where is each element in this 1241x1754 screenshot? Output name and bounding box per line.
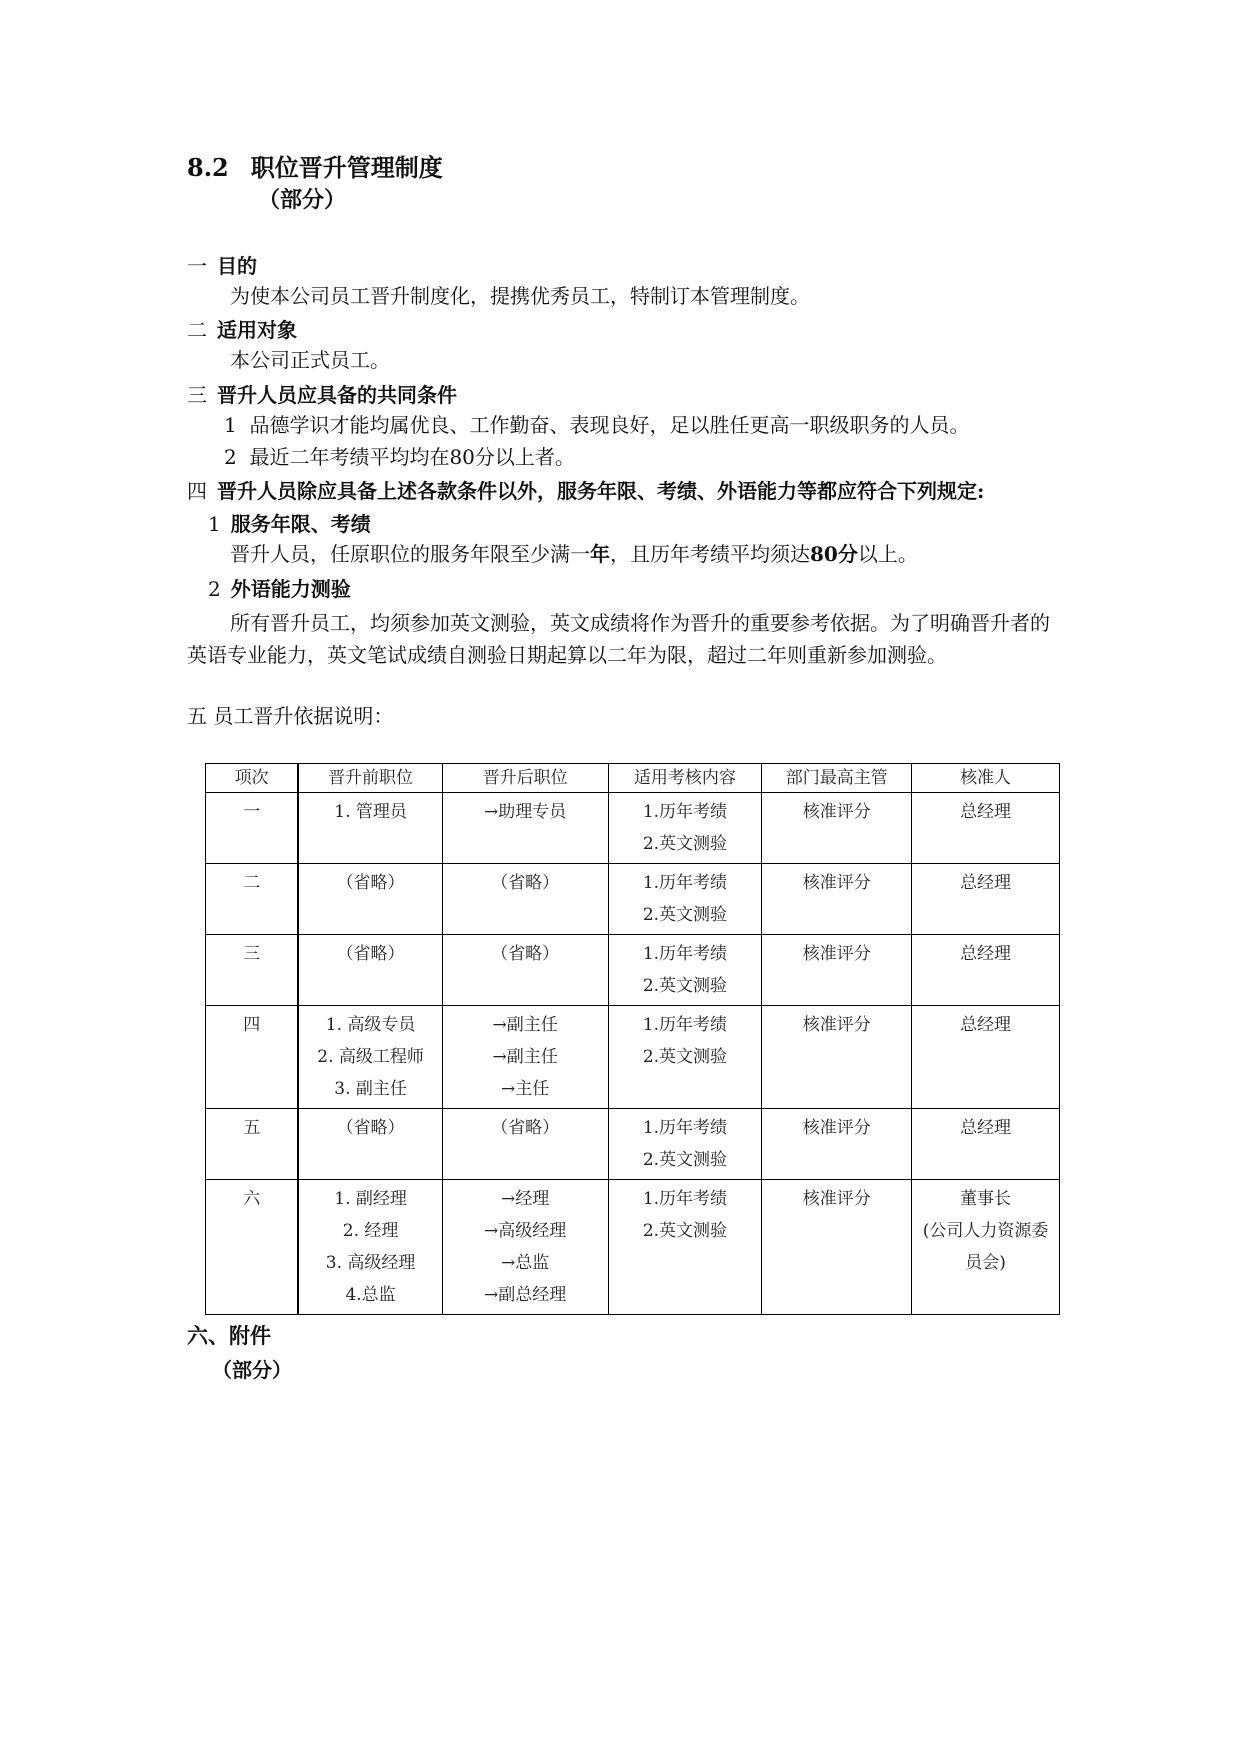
cell-assess	[608, 793, 762, 864]
table-header-row	[206, 764, 1060, 793]
cell-after	[442, 793, 608, 864]
cell-line: 1. 管理员	[334, 802, 407, 822]
section-4-sub-2-heading	[208, 573, 351, 602]
cell-line: 1.历年考绩	[642, 1189, 728, 1209]
cell-assess	[608, 935, 762, 1006]
cell-index: 五	[206, 1109, 299, 1180]
text-segment: 以上。	[857, 542, 918, 566]
cell-before	[298, 1109, 442, 1180]
cell-line: （省略）	[491, 873, 560, 893]
cell-line: 2.英文测验	[642, 1047, 728, 1067]
cell-assess	[608, 1180, 762, 1315]
cell-before	[298, 864, 442, 935]
bold-segment: 80分	[810, 542, 858, 566]
cell-after	[442, 935, 608, 1006]
cell-line: 2.英文测验	[642, 834, 728, 854]
header-cell-before: 晋升前职位	[298, 764, 442, 793]
cell-line: (公司人力资源委	[922, 1221, 1049, 1241]
cell-line: →总监	[501, 1253, 550, 1273]
section-5-title: 员工晋升依据说明：	[213, 704, 394, 728]
section-4-sub-2-text: 所有晋升员工，均须参加英文测验，英文成绩将作为晋升的重要参考依据。为了明确晋升者的英语专业能力，英文笔试成绩自测验日期起算以二年为限，超过二年则重新参加测验。	[187, 611, 1050, 667]
header-cell-dept: 部门最高主管	[762, 764, 912, 793]
table-row	[206, 793, 1060, 864]
cell-line: （省略）	[491, 944, 560, 964]
cell-line: 总经理	[960, 802, 1012, 822]
cell-approver	[912, 1006, 1060, 1109]
header-cell-after: 晋升后职位	[442, 764, 608, 793]
cell-after	[442, 1180, 608, 1315]
cell-line: 4.总监	[345, 1285, 396, 1305]
table-row	[206, 935, 1060, 1006]
cell-line: （省略）	[491, 1118, 560, 1138]
cell-index: 三	[206, 935, 299, 1006]
section-4-sub-1-text	[230, 540, 918, 568]
sub-2-number: 2	[208, 577, 221, 601]
cell-line: 1.历年考绩	[642, 802, 728, 822]
text-segment: ，且历年考绩平均须达	[610, 542, 810, 566]
cell-line: →副总经理	[484, 1285, 567, 1305]
cell-line: →主任	[501, 1079, 550, 1099]
section-1-text: 为使本公司员工晋升制度化，提携优秀员工，特制订本管理制度。	[230, 284, 810, 308]
section-1-index: 一	[187, 254, 207, 278]
header-cell-assess: 适用考核内容	[608, 764, 762, 793]
section-1-heading	[187, 250, 257, 279]
sub-2-title: 外语能力测验	[230, 577, 351, 601]
cell-before	[298, 1006, 442, 1109]
cell-line: 总经理	[960, 1015, 1012, 1035]
attachment-heading: 六、附件	[187, 1323, 271, 1348]
cell-line: →副主任	[492, 1047, 558, 1067]
cell-dept: 核准评分	[762, 1006, 912, 1109]
cell-line: 员会)	[965, 1253, 1006, 1273]
cell-dept: 核准评分	[762, 864, 912, 935]
document-title	[187, 148, 443, 183]
section-4-sub-1-heading	[208, 508, 371, 537]
cell-before	[298, 935, 442, 1006]
cell-index: 二	[206, 864, 299, 935]
promotion-table	[205, 763, 1060, 1315]
cell-line: →副主任	[492, 1015, 558, 1035]
section-number: 8.2	[187, 153, 229, 182]
table-body	[206, 793, 1060, 1315]
cell-approver	[912, 935, 1060, 1006]
cell-line: 2. 高级工程师	[317, 1047, 424, 1067]
attachment-subtitle: （部分）	[212, 1358, 292, 1382]
cell-line: →经理	[501, 1189, 550, 1209]
cell-line: 2.英文测验	[642, 976, 728, 996]
section-3-item-2	[224, 443, 575, 471]
table-row	[206, 1180, 1060, 1315]
cell-dept: 核准评分	[762, 935, 912, 1006]
section-2-text: 本公司正式员工。	[230, 348, 390, 372]
cell-assess	[608, 1109, 762, 1180]
cell-index: 一	[206, 793, 299, 864]
section-2-title: 适用对象	[217, 318, 297, 342]
cell-line: 总经理	[960, 873, 1012, 893]
cell-index: 六	[206, 1180, 299, 1315]
section-4-title: 晋升人员除应具备上述各款条件以外，服务年限、考绩、外语能力等都应符合下列规定:	[217, 479, 985, 503]
cell-line: （省略）	[336, 873, 405, 893]
section-3-heading	[187, 379, 457, 408]
cell-before	[298, 1180, 442, 1315]
cell-line: 2.英文测验	[642, 1150, 728, 1170]
cell-after	[442, 864, 608, 935]
cell-after	[442, 1109, 608, 1180]
cell-approver	[912, 864, 1060, 935]
cell-dept: 核准评分	[762, 793, 912, 864]
cell-before	[298, 793, 442, 864]
cell-line: 1. 副经理	[334, 1189, 407, 1209]
cell-assess	[608, 864, 762, 935]
cell-line: 总经理	[960, 944, 1012, 964]
cell-after	[442, 1006, 608, 1109]
cell-line: 1. 高级专员	[325, 1015, 416, 1035]
section-3-item-1	[224, 411, 969, 439]
cell-approver	[912, 1109, 1060, 1180]
cell-line: 3. 副主任	[334, 1079, 407, 1099]
text-segment: 晋升人员，任原职位的服务年限至少满一	[230, 542, 590, 566]
section-4-index: 四	[187, 479, 207, 503]
cell-line: 2. 经理	[342, 1221, 399, 1241]
bold-segment: 年	[590, 542, 610, 566]
cell-approver	[912, 1180, 1060, 1315]
cell-line: 1.历年考绩	[642, 1118, 728, 1138]
section-2-heading	[187, 314, 297, 343]
item-number: 1	[224, 413, 237, 437]
item-text: 最近二年考绩平均均在80分以上者。	[249, 445, 575, 469]
cell-line: 3. 高级经理	[325, 1253, 416, 1273]
section-5-heading	[187, 702, 393, 730]
cell-line: 总经理	[960, 1118, 1012, 1138]
cell-line: 2.英文测验	[642, 905, 728, 925]
cell-dept: 核准评分	[762, 1109, 912, 1180]
cell-index: 四	[206, 1006, 299, 1109]
section-4-heading	[187, 475, 984, 504]
sub-1-number: 1	[208, 512, 221, 536]
cell-line: 1.历年考绩	[642, 944, 728, 964]
cell-line: 董事长	[960, 1189, 1012, 1209]
cell-line: （省略）	[336, 944, 405, 964]
sub-1-title: 服务年限、考绩	[230, 512, 371, 536]
section-3-title: 晋升人员应具备的共同条件	[217, 383, 457, 407]
section-2-index: 二	[187, 318, 207, 342]
table-row	[206, 1006, 1060, 1109]
cell-dept: 核准评分	[762, 1180, 912, 1315]
section-1-title: 目的	[217, 254, 257, 278]
cell-line: （省略）	[336, 1118, 405, 1138]
header-cell-index: 项次	[206, 764, 299, 793]
cell-line: →高级经理	[484, 1221, 567, 1241]
title-text: 职位晋升管理制度	[250, 153, 443, 182]
cell-approver	[912, 793, 1060, 864]
cell-line: →助理专员	[484, 802, 567, 822]
table-row	[206, 864, 1060, 935]
cell-line: 2.英文测验	[642, 1221, 728, 1241]
section-3-index: 三	[187, 383, 207, 407]
cell-assess	[608, 1006, 762, 1109]
cell-line: 1.历年考绩	[642, 873, 728, 893]
section-5-index: 五	[187, 704, 207, 728]
document-subtitle: （部分）	[258, 187, 347, 213]
table-row	[206, 1109, 1060, 1180]
item-text: 品德学识才能均属优良、工作勤奋、表现良好，足以胜任更高一职级职务的人员。	[249, 413, 970, 437]
cell-line: 1.历年考绩	[642, 1015, 728, 1035]
header-cell-approver: 核准人	[912, 764, 1060, 793]
item-number: 2	[224, 445, 237, 469]
